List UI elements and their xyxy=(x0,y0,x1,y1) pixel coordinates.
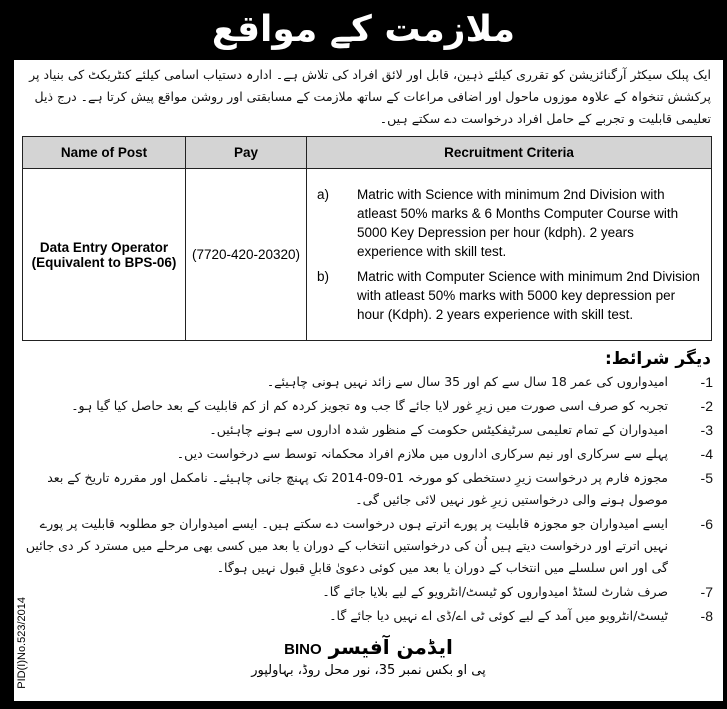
criteria-text: Matric with Science with minimum 2nd Division with atleast 50% marks & 6 Months Computer Course with 5000 Key Depression per hour (kdph). 2 years experience with skill test. xyxy=(357,187,679,259)
signatory xyxy=(14,635,723,659)
condition-text: ایسے امیدواران جو مجوزہ قابلیت پر پورے اترتے ہوں درخواست دے سکتے ہیں۔ ایسے امیدواران جو مطلوبہ قابلیت پر پورے نہیں اترتے اور درخواست دیتے ہیں اُن کی درخواستیں انتخاب کے دوران یا بعد میں کسی بھی مرحلے میں مسترد کر دی جائیں گی اور اس سلسلے میں انتخاب کے دوران یا بعد میں کوئی دعویٰ قابلِ قبول نہیں ہوگا۔ xyxy=(25,516,668,575)
office-title: ایڈمن آفیسر xyxy=(328,635,453,659)
condition-number: -7 xyxy=(700,584,713,600)
ad-body xyxy=(14,60,723,701)
condition-number: -5 xyxy=(700,470,713,486)
condition-text: امیدواروں کی عمر 18 سال سے کم اور 35 سال سے زائد نہیں ہونی چاہیئے۔ xyxy=(266,374,668,389)
condition-text: پہلے سے سرکاری اور نیم سرکاری اداروں میں ملازم افراد محکمانہ توسط سے درخواست دیں۔ xyxy=(176,446,668,461)
condition-number: -6 xyxy=(700,516,713,532)
posts-table xyxy=(22,136,712,341)
condition-item xyxy=(24,605,713,627)
condition-item xyxy=(24,395,713,417)
condition-item xyxy=(24,419,713,441)
condition-item xyxy=(24,371,713,393)
conditions-heading: دیگر شرائط: xyxy=(605,349,711,369)
condition-number: -8 xyxy=(700,608,713,624)
signature-block xyxy=(14,635,723,678)
table-row xyxy=(23,169,712,341)
condition-item xyxy=(24,581,713,603)
condition-item xyxy=(24,443,713,465)
condition-item xyxy=(24,467,713,511)
condition-text: ٹیسٹ/انٹرویو میں آمد کے لیے کوئی ٹی اے/ڈی اے نہیں دیا جائے گا۔ xyxy=(329,608,668,623)
condition-number: -4 xyxy=(700,446,713,462)
criteria-item xyxy=(317,185,701,261)
condition-number: -1 xyxy=(700,374,713,390)
ad-title: ملازمت کے مواقع xyxy=(211,9,516,50)
criteria-cell xyxy=(307,169,712,341)
criteria-text: Matric with Computer Science with minimum 2nd Division with atleast 50% marks with 5000 key depression per hour (Kdph). 2 years experience with skill test. xyxy=(357,269,700,322)
header-recruitment-criteria: Recruitment Criteria xyxy=(307,137,712,169)
criteria-item xyxy=(317,267,701,324)
condition-text: مجوزہ فارم پر درخواست زیرِ دستخطی کو مورخہ 01-09-2014 تک پہنچ جانی چاہیئے۔ نامکمل اور مقررہ تاریخ کے بعد موصول ہونے والی درخواستیں زیرِ غور نہیں لائی جائیں گی۔ xyxy=(47,470,668,507)
condition-item xyxy=(24,513,713,579)
address: پی او بکس نمبر 35، نور محل روڈ، بہاولپور xyxy=(251,663,486,678)
intro-paragraph: ایک پبلک سیکٹر آرگنائزیشن کو تقرری کیلئے ذہین، قابل اور لائق افراد کی تلاش ہے۔ ادارہ دستیاب اسامی کیلئے کنٹریکٹ کی بنیاد پر پرکشش تنخواہ کے علاوہ موزوں ماحول اور اضافی مراعات کے ساتھ ملازمت کے مسابقتی اور روشن مواقع پیش کرتا ہے۔ درج ذیل تعلیمی قابلیت و تجربے کے حامل افراد درخواست دے سکتے ہیں۔ xyxy=(29,67,711,126)
post-name-cell xyxy=(23,169,186,341)
pay-cell: (7720-420-20320) xyxy=(186,169,307,341)
header-name-of-post: Name of Post xyxy=(23,137,186,169)
header-pay: Pay xyxy=(186,137,307,169)
pid-number: PID(I)No.523/2014 xyxy=(16,597,28,689)
post-name: Data Entry Operator xyxy=(39,239,169,255)
condition-text: امیدواران کے تمام تعلیمی سرٹیفکیٹس حکومت کے منظور شدہ اداروں سے ہونے چاہئیں۔ xyxy=(209,422,668,437)
condition-number: -2 xyxy=(700,398,713,414)
organization: BINO xyxy=(284,641,322,658)
condition-number: -3 xyxy=(700,422,713,438)
post-equivalent: (Equivalent to BPS-06) xyxy=(31,254,177,270)
table-header-row xyxy=(23,137,712,169)
condition-text: تجربہ کو صرف اسی صورت میں زیرِ غور لایا جائے گا جب وہ تجویز کردہ کم از کم قابلیت کے بعد حاصل کیا گیا ہو۔ xyxy=(71,398,668,413)
criteria-label: a) xyxy=(317,187,330,202)
condition-text: صرف شارٹ لسٹڈ امیدواروں کو ٹیسٹ/انٹرویو کے لیے بلایا جائے گا۔ xyxy=(322,584,668,599)
criteria-label: b) xyxy=(317,269,330,284)
